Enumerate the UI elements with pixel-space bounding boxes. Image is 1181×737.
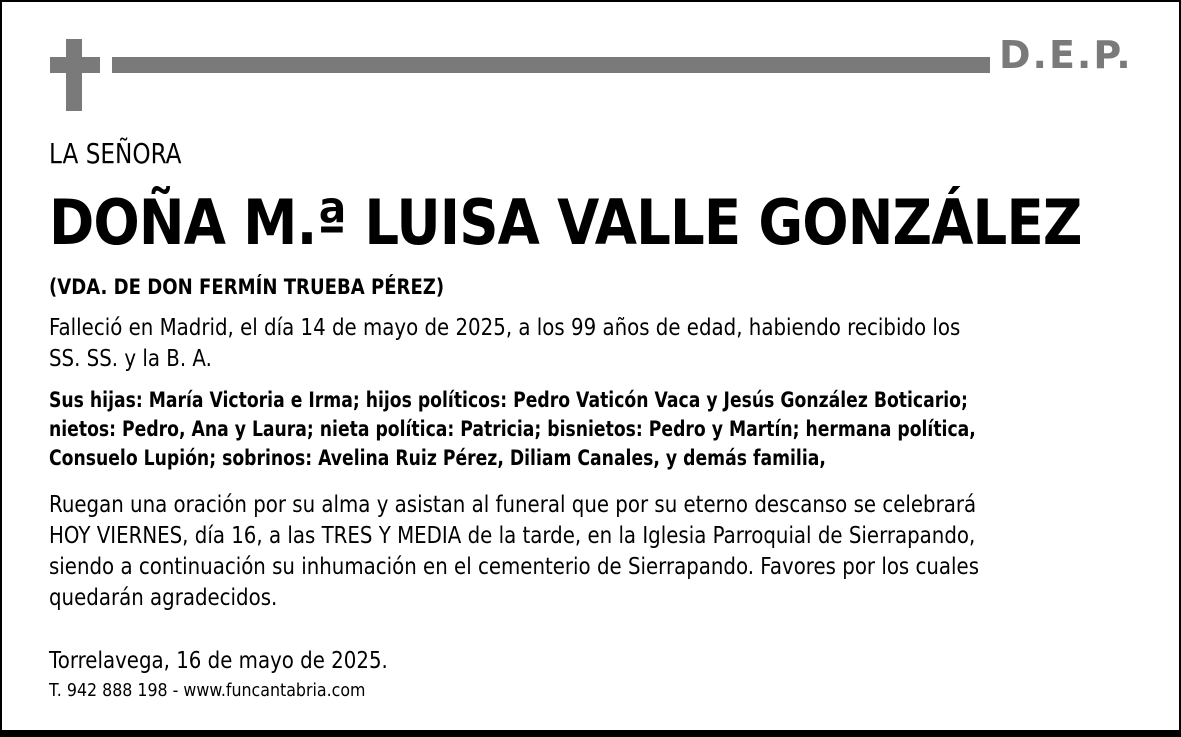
honorific: LA SEÑORA bbox=[49, 137, 182, 170]
dep-label: D.E.P. bbox=[999, 33, 1133, 77]
death-line: SS. SS. y la B. A. bbox=[49, 346, 212, 372]
family-line: nietos: Pedro, Ana y Laura; nieta política: Patricia; bisnietos: Pedro y Martín; hermana política, bbox=[49, 417, 976, 441]
family-line: Consuelo Lupión; sobrinos: Avelina Ruiz Pérez, Diliam Canales, y demás familia, bbox=[49, 446, 826, 470]
prayer-line: quedarán agradecidos. bbox=[49, 585, 278, 611]
cross-icon-vertical-bar bbox=[66, 39, 82, 111]
death-announcement bbox=[49, 313, 960, 375]
widow-of: (VDA. DE DON FERMÍN TRUEBA PÉREZ) bbox=[49, 275, 445, 299]
contact-info: T. 942 888 198 - www.funcantabria.com bbox=[49, 680, 366, 701]
family-line: Sus hijas: María Victoria e Irma; hijos políticos: Pedro Vaticón Vaca y Jesús González Boticario; bbox=[49, 388, 968, 412]
cross-icon-horizontal-bar bbox=[50, 57, 100, 73]
death-line: Falleció en Madrid, el día 14 de mayo de 2025, a los 99 años de edad, habiendo recibido los bbox=[49, 315, 961, 341]
prayer-line: Ruegan una oración por su alma y asistan al funeral que por su eterno descanso se celebrará bbox=[49, 492, 977, 518]
deceased-name: DOÑA M.ª LUISA VALLE GONZÁLEZ bbox=[49, 186, 1082, 259]
funeral-request bbox=[49, 490, 979, 614]
family-list bbox=[49, 386, 976, 473]
prayer-line: HOY VIERNES, día 16, a las TRES Y MEDIA de la tarde, en la Iglesia Parroquial de Sierrapando, bbox=[49, 523, 976, 549]
prayer-line: siendo a continuación su inhumación en el cementerio de Sierrapando. Favores por los cuales bbox=[49, 554, 980, 580]
header-rule bbox=[112, 57, 990, 73]
place-date: Torrelavega, 16 de mayo de 2025. bbox=[49, 648, 388, 674]
